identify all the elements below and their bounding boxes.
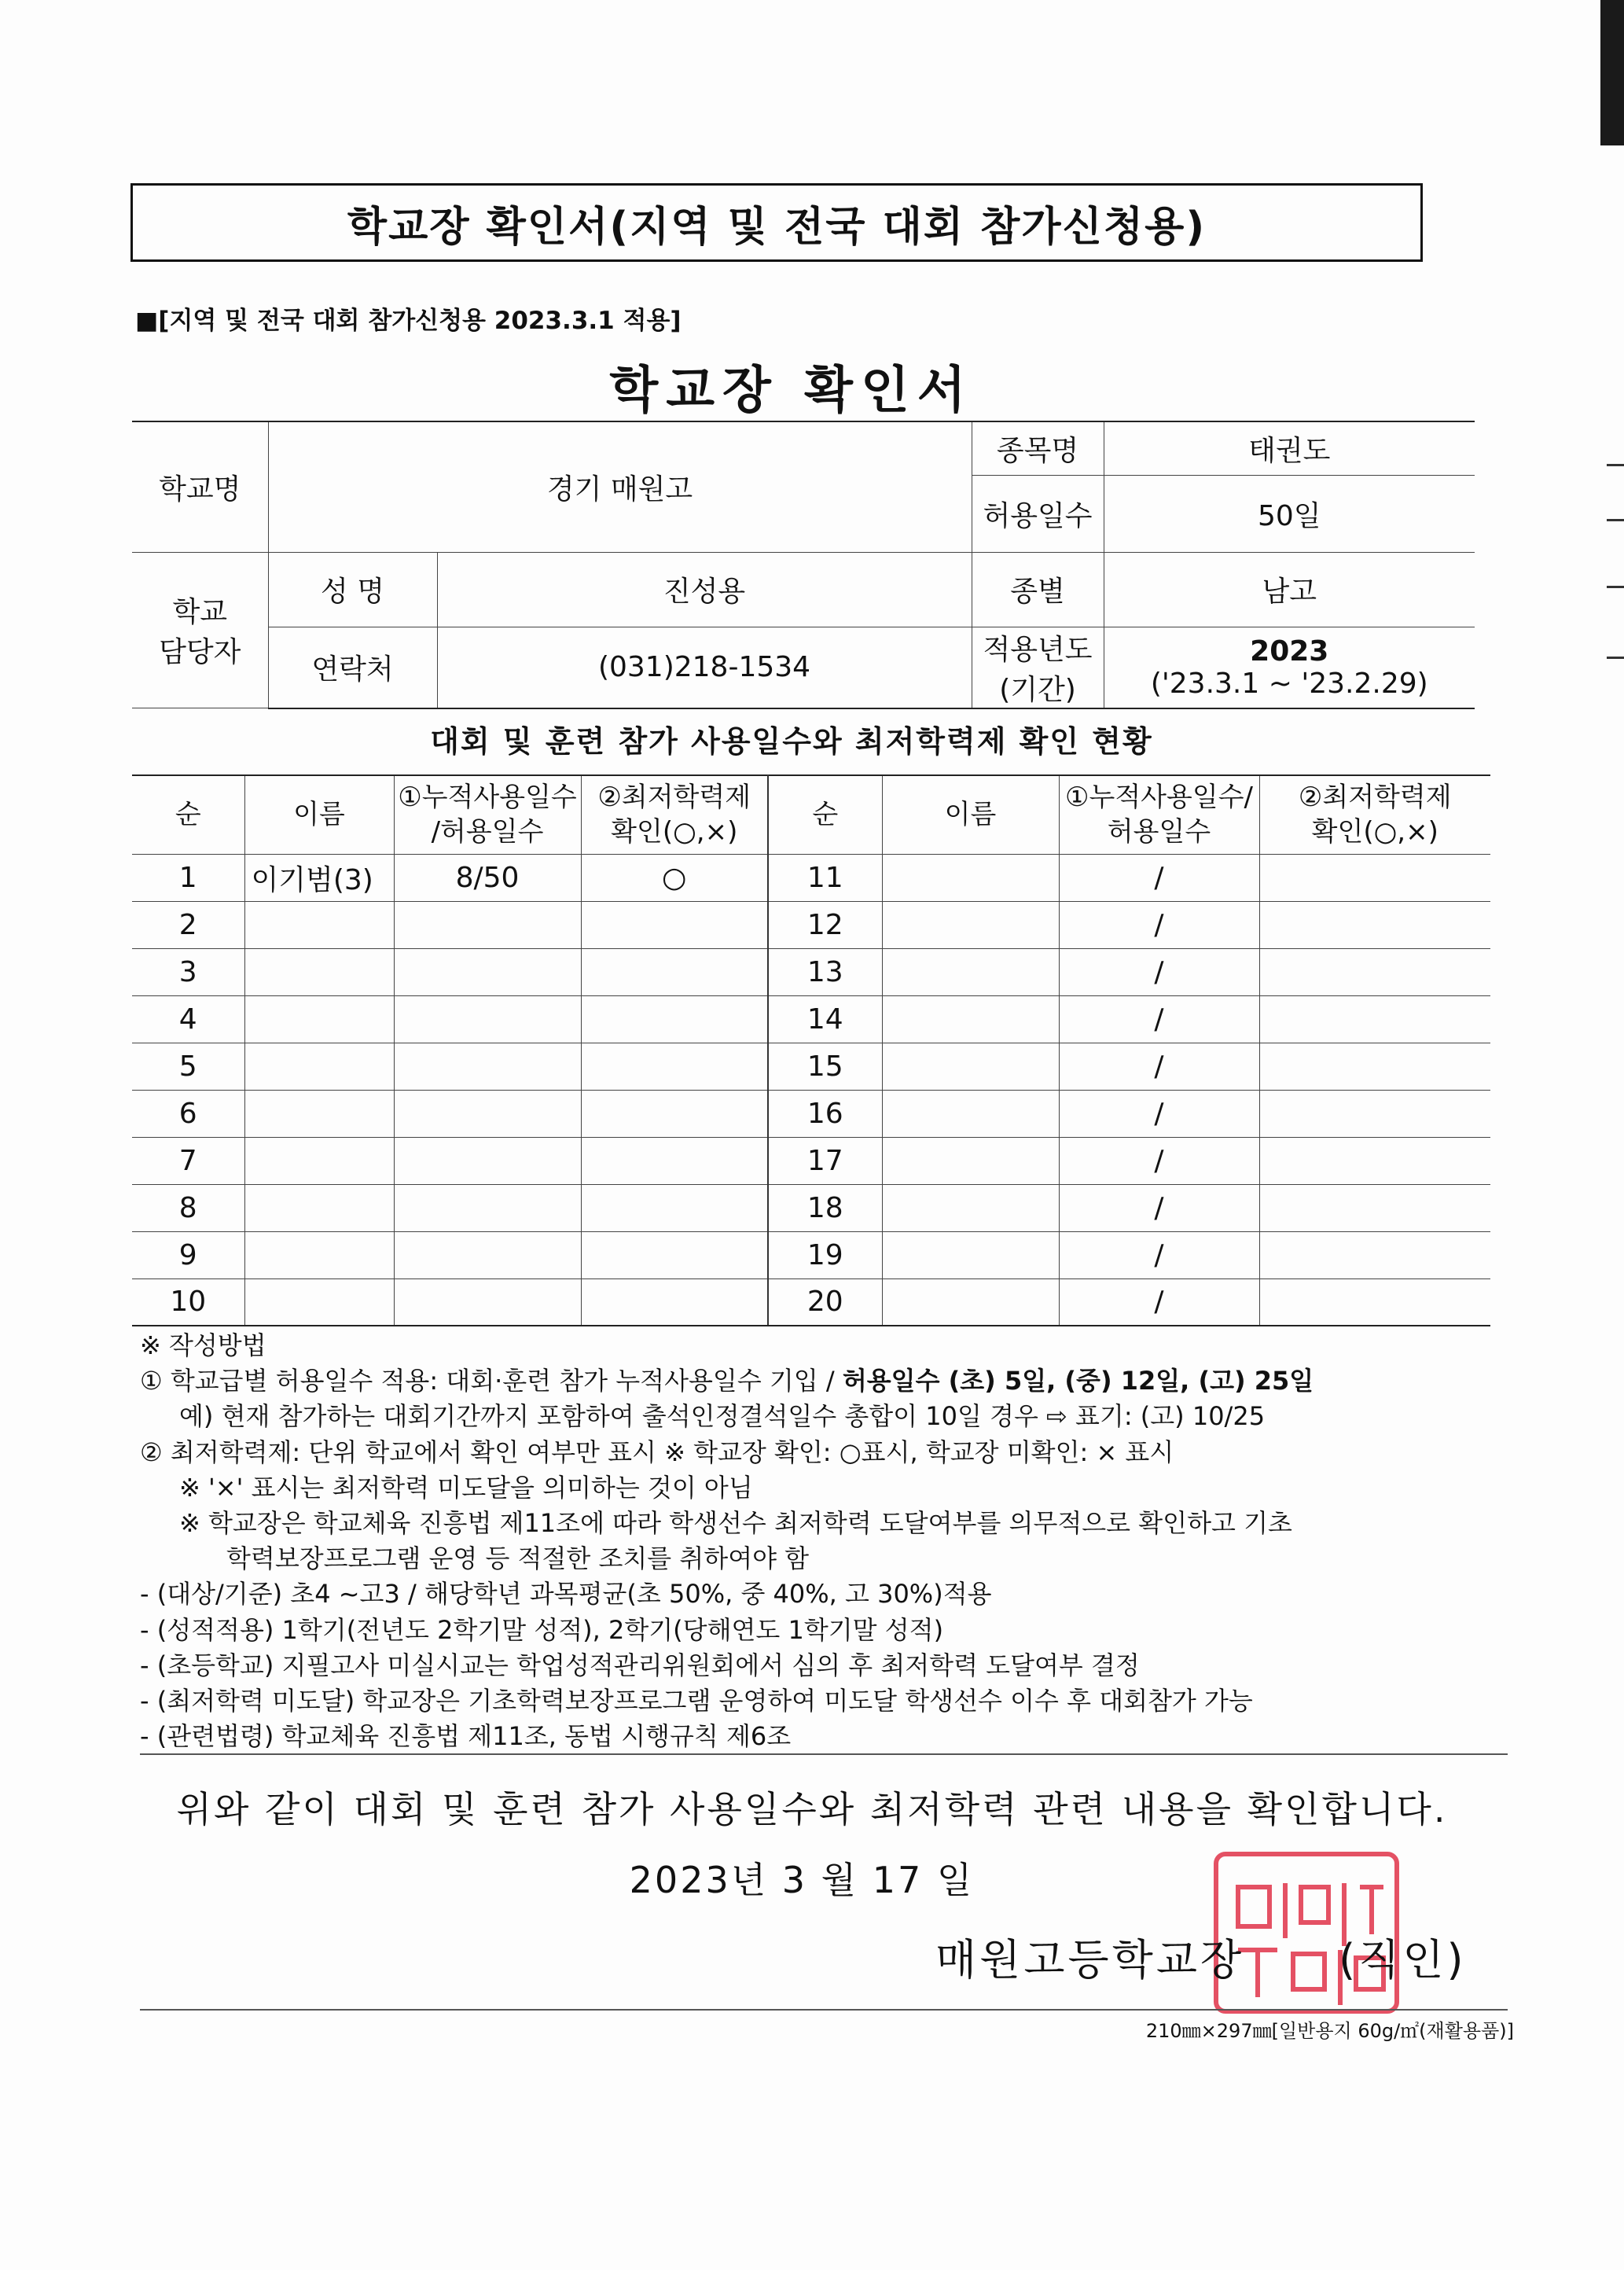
row-days-left [394, 1278, 581, 1326]
row-name-left [244, 901, 394, 948]
gender-value: 남고 [1104, 552, 1475, 627]
header-check-left-line1: ②최저학력제 [597, 782, 751, 814]
instruction-2-note-b: ※ 학교장은 학교체육 진흥법 제11조에 따라 학생선수 최저학력 도달여부를 의무적으로 확인하고 기초 [179, 1507, 1292, 1538]
row-no-left: 10 [132, 1278, 244, 1326]
row-no-left: 7 [132, 1137, 244, 1184]
instructions-heading: ※ 작성방법 [140, 1330, 266, 1360]
header-no-right: 순 [768, 775, 882, 854]
row-check-right [1259, 901, 1490, 948]
row-days-right: / [1059, 1184, 1259, 1231]
row-no-right: 18 [768, 1184, 882, 1231]
header-check-left [581, 775, 768, 854]
detail-elementary: - (초등학교) 지필고사 미실시교는 학업성적관리위원회에서 심의 후 최저학력 도달여부 결정 [140, 1650, 1140, 1680]
detail-below-minimum: - (최저학력 미도달) 학교장은 기초학력보장프로그램 운영하여 미도달 학생선수 이수 후 대회참가 가능 [140, 1685, 1253, 1716]
row-name-right [882, 901, 1059, 948]
header-no-left: 순 [132, 775, 244, 854]
row-no-right: 19 [768, 1231, 882, 1278]
row-no-right: 20 [768, 1278, 882, 1326]
contact-label-line1: 학교 [172, 596, 228, 629]
document-title: 학교장 확인서 [609, 362, 974, 420]
row-no-left: 3 [132, 948, 244, 995]
row-no-right: 16 [768, 1090, 882, 1137]
header-days-right-line1: ①누적사용일수/ [1065, 782, 1253, 814]
year-label-line2: (기간) [999, 673, 1076, 706]
usage-row [132, 1184, 1490, 1231]
row-days-right: / [1059, 1043, 1259, 1090]
row-name-right [882, 995, 1059, 1043]
row-days-left [394, 901, 581, 948]
instruction-1-emphasis: 허용일수 (초) 5일, (중) 12일, (고) 25일 [842, 1366, 1314, 1396]
detail-law: - (관련법령) 학교체육 진흥법 제11조, 동법 시행규칙 제6조 [140, 1721, 792, 1752]
row-check-left [581, 1184, 768, 1231]
header-days-right-line2: 허용일수 [1107, 816, 1211, 848]
scan-edge-mark [1600, 0, 1624, 145]
scan-edge-tick [1607, 519, 1624, 521]
row-check-left [581, 901, 768, 948]
row-check-right [1259, 1231, 1490, 1278]
row-no-right: 17 [768, 1137, 882, 1184]
row-check-right [1259, 1043, 1490, 1090]
row-name-right [882, 1184, 1059, 1231]
instruction-2: ② 최저학력제: 단위 학교에서 확인 여부만 표시 ※ 학교장 확인: ○표시, 학교장 미확인: × 표시 [140, 1437, 1174, 1467]
row-check-right [1259, 1090, 1490, 1137]
row-no-left: 1 [132, 854, 244, 901]
allowed-days-label: 허용일수 [972, 475, 1104, 552]
phone-label: 연락처 [268, 627, 437, 708]
row-no-right: 12 [768, 901, 882, 948]
school-value: 경기 매원고 [268, 421, 972, 552]
row-name-left [244, 1090, 394, 1137]
year-label-line1: 적용년도 [983, 633, 1093, 666]
row-check-right [1259, 995, 1490, 1043]
row-no-left: 4 [132, 995, 244, 1043]
row-check-left [581, 1278, 768, 1326]
usage-row [132, 995, 1490, 1043]
header-name-left: 이름 [244, 775, 394, 854]
row-check-left [581, 995, 768, 1043]
row-no-left: 5 [132, 1043, 244, 1090]
paper-spec: 210㎜×297㎜[일반용지 60g/㎡(재활용품)] [1145, 2020, 1514, 2042]
divider [140, 1753, 1508, 1755]
allowed-days-value: 50일 [1104, 475, 1475, 552]
row-check-left: ○ [581, 854, 768, 901]
usage-table [132, 774, 1490, 1326]
row-no-right: 13 [768, 948, 882, 995]
header-check-left-line2: 확인(○,×) [611, 816, 738, 848]
year-label [972, 627, 1104, 708]
form-version-note: ■[지역 및 전국 대회 참가신청용 2023.3.1 적용] [135, 307, 682, 335]
row-name-left [244, 1043, 394, 1090]
row-days-left [394, 1090, 581, 1137]
header-check-right-line1: ②최저학력제 [1298, 782, 1452, 814]
row-check-left [581, 1090, 768, 1137]
row-name-right [882, 854, 1059, 901]
row-check-right [1259, 854, 1490, 901]
row-name-right [882, 1090, 1059, 1137]
row-name-left [244, 1278, 394, 1326]
instruction-2-note-a: ※ '×' 표시는 최저학력 미도달을 의미하는 것이 아님 [179, 1472, 753, 1503]
row-days-right: / [1059, 1137, 1259, 1184]
row-check-left [581, 948, 768, 995]
form-title-box: 학교장 확인서(지역 및 전국 대회 참가신청용) [130, 183, 1423, 262]
row-days-right: / [1059, 948, 1259, 995]
detail-grades: - (성적적용) 1학기(전년도 2학기말 성적), 2학기(당해연도 1학기말 성적) [140, 1614, 944, 1645]
row-days-left: 8/50 [394, 854, 581, 901]
row-name-left: 이기범(3) [244, 854, 394, 901]
name-value: 진성용 [437, 552, 972, 627]
phone-value: (031)218-1534 [437, 627, 972, 708]
school-info-table [132, 421, 1475, 709]
name-label: 성 명 [268, 552, 437, 627]
gender-label: 종별 [972, 552, 1104, 627]
row-check-right [1259, 1184, 1490, 1231]
row-days-right: / [1059, 901, 1259, 948]
row-no-right: 15 [768, 1043, 882, 1090]
header-days-left [394, 775, 581, 854]
confirmation-statement: 위와 같이 대회 및 훈련 참가 사용일수와 최저학력 관련 내용을 확인합니다. [176, 1788, 1448, 1830]
sport-value: 태권도 [1104, 421, 1475, 475]
instructions [140, 1329, 1508, 1755]
row-no-left: 6 [132, 1090, 244, 1137]
school-label: 학교명 [132, 421, 268, 552]
header-days-left-line2: /허용일수 [431, 816, 544, 848]
usage-row [132, 901, 1490, 948]
header-check-right-line2: 확인(○,×) [1311, 816, 1438, 848]
usage-section-title: 대회 및 훈련 참가 사용일수와 최저학력제 확인 현황 [430, 724, 1153, 759]
row-no-left: 9 [132, 1231, 244, 1278]
principal-title: 매원고등학교장 [935, 1935, 1245, 1985]
row-check-left [581, 1231, 768, 1278]
row-name-left [244, 1231, 394, 1278]
usage-row [132, 1043, 1490, 1090]
row-name-right [882, 1278, 1059, 1326]
year-value-year: 2023 [1250, 635, 1329, 668]
header-days-right [1059, 775, 1259, 854]
detail-target: - (대상/기준) 초4 ~고3 / 해당학년 과목평균(초 50%, 중 40%, 고 30%)적용 [140, 1579, 992, 1610]
sport-label: 종목명 [972, 421, 1104, 475]
row-name-right [882, 1137, 1059, 1184]
principal-signature [935, 1926, 1467, 1987]
row-check-left [581, 1137, 768, 1184]
seal-note: (직인) [1339, 1935, 1467, 1985]
usage-row [132, 1278, 1490, 1326]
usage-row [132, 1137, 1490, 1184]
row-no-left: 8 [132, 1184, 244, 1231]
header-check-right [1259, 775, 1490, 854]
row-name-right [882, 1043, 1059, 1090]
contact-label [132, 552, 268, 708]
row-days-right: / [1059, 1278, 1259, 1326]
row-name-left [244, 1137, 394, 1184]
row-days-right: / [1059, 854, 1259, 901]
bottom-divider [140, 2009, 1508, 2011]
row-days-left [394, 1043, 581, 1090]
scan-edge-tick [1607, 464, 1624, 466]
row-check-right [1259, 1278, 1490, 1326]
header-days-left-line1: ①누적사용일수 [398, 782, 577, 814]
scan-edge-tick [1607, 657, 1624, 659]
row-check-right [1259, 1137, 1490, 1184]
year-value [1104, 627, 1475, 708]
scan-edge-tick [1607, 586, 1624, 588]
row-check-right [1259, 948, 1490, 995]
row-no-left: 2 [132, 901, 244, 948]
usage-row [132, 1231, 1490, 1278]
row-check-left [581, 1043, 768, 1090]
row-days-left [394, 1231, 581, 1278]
row-days-right: / [1059, 1231, 1259, 1278]
row-name-left [244, 1184, 394, 1231]
usage-row [132, 854, 1490, 901]
instruction-2-note-b-cont: 학력보장프로그램 운영 등 적절한 조치를 취하여야 함 [226, 1543, 810, 1574]
header-name-right: 이름 [882, 775, 1059, 854]
row-no-right: 11 [768, 854, 882, 901]
issue-date: 2023년 3 월 17 일 [629, 1859, 975, 1901]
row-days-right: / [1059, 1090, 1259, 1137]
usage-row [132, 1090, 1490, 1137]
row-days-left [394, 948, 581, 995]
row-no-right: 14 [768, 995, 882, 1043]
row-name-left [244, 995, 394, 1043]
row-days-left [394, 1184, 581, 1231]
instruction-1-text: ① 학교급별 허용일수 적용: 대회·훈련 참가 누적사용일수 기입 / [140, 1366, 843, 1396]
contact-label-line2: 담당자 [159, 636, 241, 669]
row-name-left [244, 948, 394, 995]
usage-row [132, 948, 1490, 995]
instruction-1 [140, 1364, 1508, 1398]
year-value-period: ('23.3.1 ~ '23.2.29) [1150, 667, 1428, 700]
instruction-1-example: 예) 현재 참가하는 대회기간까지 포함하여 출석인정결석일수 총합이 10일 경우 ⇨ 표기: (고) 10/25 [179, 1401, 1266, 1432]
row-name-right [882, 948, 1059, 995]
row-name-right [882, 1231, 1059, 1278]
row-days-left [394, 1137, 581, 1184]
row-days-right: / [1059, 995, 1259, 1043]
row-days-left [394, 995, 581, 1043]
